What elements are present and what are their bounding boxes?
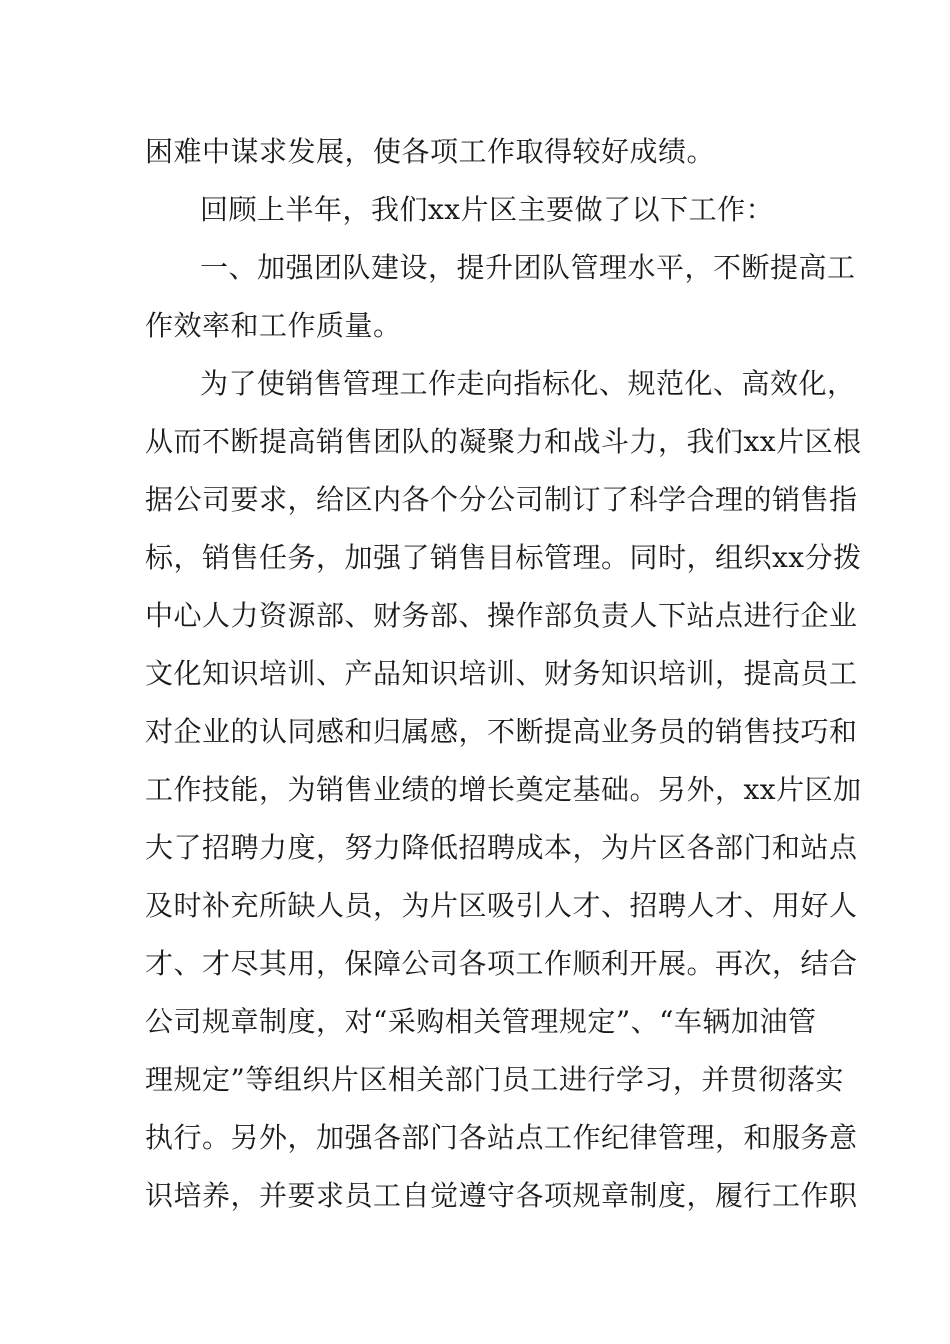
text-line: 及时补充所缺人员，为片区吸引人才、招聘人才、用好人 [145, 889, 858, 922]
text-line: 执行。另外，加强各部门各站点工作纪律管理，和服务意 [145, 1121, 858, 1154]
text-line: 回顾上半年，我们xx片区主要做了以下工作： [200, 193, 775, 226]
text-line: 公司规章制度，对“采购相关管理规定”、“车辆加油管 [145, 1005, 817, 1038]
text-line: 理规定”等组织片区相关部门员工进行学习，并贯彻落实 [145, 1063, 844, 1096]
text-line: 困难中谋求发展，使各项工作取得较好成绩。 [145, 135, 716, 168]
text-line: 据公司要求，给区内各个分公司制订了科学合理的销售指 [145, 483, 858, 516]
text-line: 对企业的认同感和归属感，不断提高业务员的销售技巧和 [145, 715, 858, 748]
text-line: 从而不断提高销售团队的凝聚力和战斗力，我们xx片区根 [145, 425, 862, 458]
text-line: 为了使销售管理工作走向指标化、规范化、高效化， [200, 367, 856, 400]
text-line: 文化知识培训、产品知识培训、财务知识培训，提高员工 [145, 657, 858, 690]
text-line: 中心人力资源部、财务部、操作部负责人下站点进行企业 [145, 599, 858, 632]
text-line: 工作技能，为销售业绩的增长奠定基础。另外，xx片区加 [145, 773, 862, 806]
section-heading-cont: 作效率和工作质量。 [145, 309, 402, 342]
text-line: 才、才尽其用，保障公司各项工作顺利开展。再次，结合 [145, 947, 858, 980]
text-line: 识培养，并要求员工自觉遵守各项规章制度，履行工作职 [145, 1179, 858, 1212]
text-line: 大了招聘力度，努力降低招聘成本，为片区各部门和站点 [145, 831, 858, 864]
section-heading: 一、加强团队建设，提升团队管理水平，不断提高工 [200, 251, 856, 284]
text-line: 标，销售任务，加强了销售目标管理。同时，组织xx分拨 [145, 541, 862, 574]
